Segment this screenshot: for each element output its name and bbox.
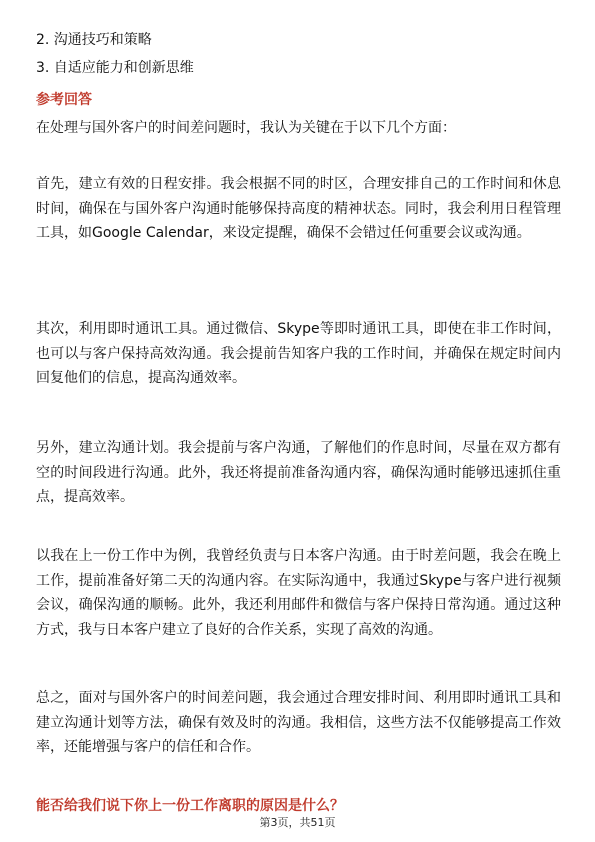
next-question: 能否给我们说下你上一份工作离职的原因是什么？ <box>36 798 344 814</box>
list-item-adaptability: 3. 自适应能力和创新思维 <box>36 60 194 76</box>
list-item-communication-skills: 2. 沟通技巧和策略 <box>36 32 152 48</box>
page-number: 第3页，共51页 <box>259 816 336 829</box>
answer-heading: 参考回答 <box>36 92 92 108</box>
paragraph-example: 以我在上一份工作中为例，我曾经负责与日本客户沟通。由于时差问题，我会在晚上工作，提前准备好第二天的沟通内容。在实际沟通中，我通过Skype与客户进行视频会议，确保沟通的顺畅。此外，我还利用邮件和微信与客户保持日常沟通。通过这种方式，我与日本客户建立了良好的合作关系，实现了高效的沟通。 <box>36 548 561 638</box>
paragraph-schedule: 首先，建立有效的日程安排。我会根据不同的时区，合理安排自己的工作时间和休息时间，确保在与国外客户沟通时能够保持高度的精神状态。同时，我会利用日程管理工具，如Google Calendar，来设定提醒，确保不会错过任何重要会议或沟通。 <box>36 176 561 241</box>
paragraph-conclusion: 总之，面对与国外客户的时间差问题，我会通过合理安排时间、利用即时通讯工具和建立沟通计划等方法，确保有效及时的沟通。我相信，这些方法不仅能够提高工作效率，还能增强与客户的信任和合作。 <box>36 690 561 755</box>
paragraph-instant-messaging: 其次，利用即时通讯工具。通过微信、Skype等即时通讯工具，即使在非工作时间，也可以与客户保持高效沟通。我会提前告知客户我的工作时间，并确保在规定时间内回复他们的信息，提高沟通效率。 <box>36 321 561 386</box>
answer-intro: 在处理与国外客户的时间差问题时，我认为关键在于以下几个方面： <box>36 120 456 136</box>
paragraph-communication-plan: 另外，建立沟通计划。我会提前与客户沟通，了解他们的作息时间，尽量在双方都有空的时间段进行沟通。此外，我还将提前准备沟通内容，确保沟通时能够迅速抓住重点，提高效率。 <box>36 440 561 505</box>
